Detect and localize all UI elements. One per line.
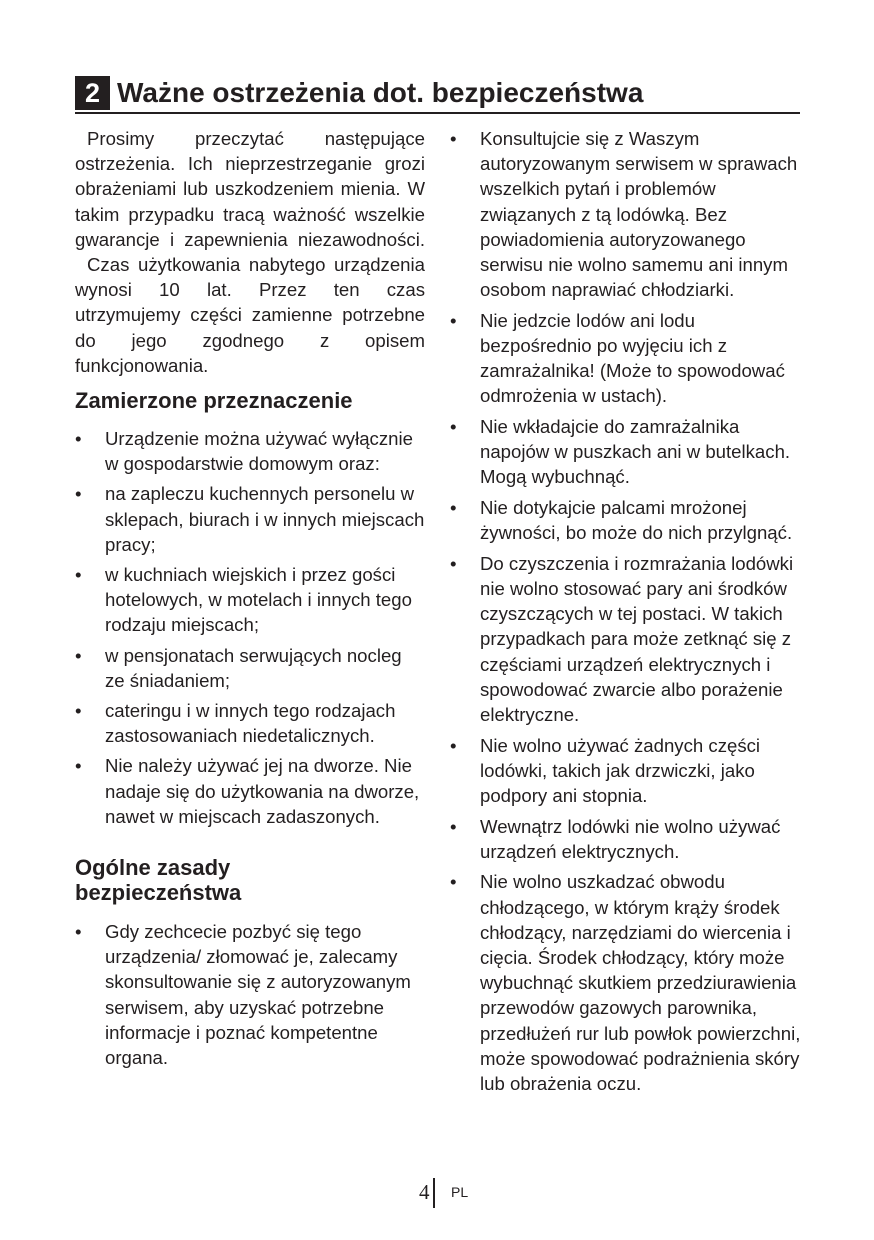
list-item-text: w kuchniach wiejskich i przez gości hotelowych, w motelach i innych tego rodzaju miejscach; [105, 564, 412, 636]
bullet-icon: • [450, 552, 457, 574]
bullet-icon: • [75, 564, 82, 586]
list-item-text: Do czyszczenia i rozmrażania lodówki nie wolno stosować pary ani środków czyszczących w tej postaci. W takich przypadkach para może zetknąć się z częściami urządzeń elektrycznych i spowodować zwarcie albo porażenie elektryczne. [480, 552, 794, 726]
heading-line: Ogólne zasady [75, 855, 231, 881]
list-item [450, 308, 802, 409]
bullet-icon: • [450, 128, 457, 149]
list-item [75, 481, 425, 557]
list-item-text: Urządzenie można używać wyłącznie w gospodarstwie domowym oraz: [105, 428, 413, 475]
bullet-icon: • [450, 815, 457, 837]
bullet-icon: • [75, 700, 82, 722]
bullet-icon: • [75, 755, 82, 777]
left-column [75, 126, 425, 1075]
list-item [450, 551, 802, 727]
intro-text [75, 126, 425, 378]
footer-divider [433, 1178, 435, 1208]
list-item [450, 869, 802, 1096]
bullet-icon: • [450, 416, 457, 438]
chapter-header [75, 74, 800, 114]
bullet-icon: • [450, 871, 457, 893]
list-item [450, 495, 802, 545]
list-item-text: Nie wkładajcie do zamrażalnika napojów w puszkach ani w butelkach. Mogą wybuchnąć. [480, 416, 791, 488]
list-item-text: Nie dotykajcie palcami mrożonej żywności, bo może do nich przylgnąć. [480, 497, 793, 544]
list-item [75, 643, 425, 693]
bullet-icon: • [75, 921, 82, 943]
bullet-icon: • [450, 497, 457, 519]
list-item-text: Nie jedzcie lodów ani lodu bezpośrednio po wyjęciu ich z zamrażalnika! (Może to spowodować odmrożenia w ustach). [480, 309, 785, 407]
chapter-title: Ważne ostrzeżenia dot. bezpieczeństwa [117, 77, 644, 108]
intro-paragraph: Prosimy przeczytać następujące ostrzeżenia. Ich nieprzestrzeganie grozi obrażeniami lub uszkodzeniem mienia. W takim przypadku tracą ważność wszelkie gwarancje i zapewnienia niezawodności. [75, 128, 425, 250]
list-item-text: Nie wolno uszkadzać obwodu chłodzącego, w którym krąży środek chłodzący, narzędziami do wiercenia i cięcia. Środek chłodzący, który może wybuchnąć skutkiem przedziurawienia przewodów gazowych parownika, przedłużeń rur lub powłok powierzchni, może spowodować podrażnienia skóry lub obrażenia oczu. [480, 871, 801, 1095]
list-item [75, 698, 425, 748]
list-item-text: na zapleczu kuchennych personelu w sklepach, biurach i w innych miejscach pracy; [105, 483, 425, 555]
safety-warnings-list [450, 126, 802, 1096]
page-number: 4 [419, 1180, 430, 1204]
list-item [450, 814, 802, 864]
bullet-icon: • [450, 734, 457, 756]
list-item-text: Konsultujcie się z Waszym autoryzowanym serwisem w sprawach wszelkich pytań i problemów związanych z tą lodówką. Bez powiadomienia autoryzowanego serwisu nie wolno samemu ani innym osobom naprawiać chłodziarki. [480, 128, 798, 301]
section-heading-intended-use: Zamierzone przeznaczenie [75, 388, 353, 414]
list-item [450, 733, 802, 809]
list-item-text: Nie należy używać jej na dworze. Nie nadaje się do użytkowania na dworze, nawet w miejscach zadaszonych. [105, 755, 420, 827]
bullet-icon: • [450, 309, 457, 331]
list-item-text: Wewnątrz lodówki nie wolno używać urządzeń elektrycznych. [480, 815, 781, 862]
section-heading-general-safety [75, 855, 425, 905]
page-footer [0, 1178, 874, 1208]
list-item-text: cateringu i w innych tego rodzajach zastosowaniach niedetalicznych. [105, 700, 396, 747]
list-item [75, 753, 425, 829]
list-item-text: Nie wolno używać żadnych części lodówki, takich jak drzwiczki, jako podpory ani stopnia. [480, 734, 761, 807]
chapter-number-badge: 2 [75, 76, 110, 110]
list-item [450, 126, 802, 302]
language-code: PL [451, 1184, 469, 1200]
list-item-text: w pensjonatach serwujących nocleg ze śniadaniem; [105, 644, 402, 691]
list-item [75, 919, 425, 1070]
bullet-icon: • [75, 428, 82, 450]
intro-paragraph: Czas użytkowania nabytego urządzenia wynosi 10 lat. Przez ten czas utrzymujemy części zamienne potrzebne do jego zgodnego z opisem funkcjonowania. [75, 254, 425, 376]
heading-line: bezpieczeństwa [75, 880, 242, 906]
intended-use-list [75, 426, 425, 829]
list-item [75, 562, 425, 638]
list-item-text: Gdy zechcecie pozbyć się tego urządzenia/ złomować je, zalecamy skonsultowanie się z autoryzowanym serwisem, aby uzyskać potrzebne informacje i poznać kompetentne organa. [105, 921, 411, 1069]
list-item [450, 414, 802, 490]
bullet-icon: • [75, 644, 82, 666]
list-item [75, 426, 425, 476]
right-column [450, 126, 802, 1102]
general-safety-list [75, 919, 425, 1070]
bullet-icon: • [75, 483, 82, 505]
